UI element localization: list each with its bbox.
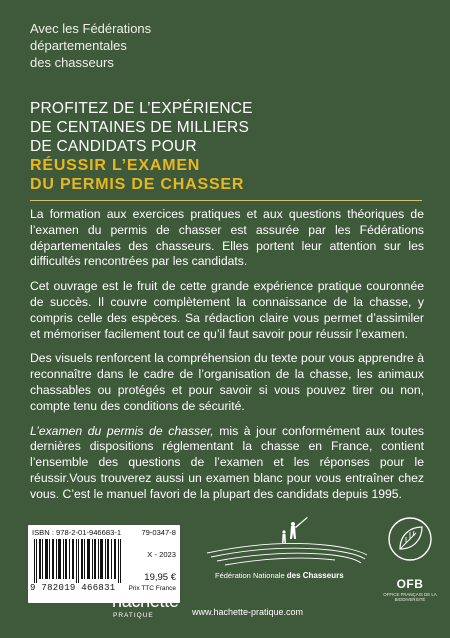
federations-intro bbox=[30, 20, 151, 71]
headline-line-3: DE CANDIDATS POUR bbox=[30, 138, 197, 155]
headline-line-2: DE CENTAINES DE MILLIERS bbox=[30, 119, 249, 136]
product-code: 79-0347-8 bbox=[141, 528, 176, 537]
federations-line-2: départementales bbox=[30, 38, 127, 53]
ofb-leaf-circle-icon bbox=[386, 515, 434, 575]
ofb-subtitle: OFFICE FRANÇAIS DE LA BIODIVERSITÉ bbox=[383, 592, 437, 602]
hunters-landscape-icon bbox=[205, 515, 370, 571]
federation-label-small: Fédération Nationale bbox=[215, 571, 285, 580]
headline-accent-line-1: RÉUSSIR L’EXAMEN bbox=[30, 157, 201, 174]
headline-line-1: PROFITEZ DE L’EXPÉRIENCE bbox=[30, 100, 253, 117]
edition-code: X - 2023 bbox=[147, 550, 176, 559]
publisher-logo: hachette bbox=[112, 591, 179, 611]
price: 19,95 € bbox=[144, 572, 176, 583]
isbn: ISBN : 978-2-01-946683-1 bbox=[32, 528, 122, 537]
ofb-name: OFB bbox=[396, 577, 424, 591]
paragraph-4-rest: mis à jour conformément aux toutes dernières dispositions réglementant la chasse en France, contient l’ensemble des questions de l’examen et les réponses pour le réussir.Vous trouverez aussi un examen blanc pour vous entraîner chez vous. C’est le manuel favori de la plupart des candidats depuis 1995. bbox=[30, 423, 424, 501]
headline-accent-line-2: DU PERMIS DE CHASSER bbox=[30, 176, 245, 193]
book-title-italic: L’examen du permis de chasser, bbox=[30, 423, 214, 438]
headline bbox=[30, 99, 430, 194]
price-note: Prix TTC France bbox=[128, 585, 176, 592]
website-url: www.hachette-pratique.com bbox=[192, 607, 304, 617]
federations-line-1: Avec les Fédérations bbox=[30, 21, 152, 36]
federations-line-3: des chasseurs bbox=[30, 55, 114, 70]
barcode-digits: 9 782019 466831 bbox=[30, 583, 116, 593]
paragraph-2: Cet ouvrage est le fruit de cette grande expérience pratique couronnée de succès. Il couvre complètement la connaissance de la chasse, y compris celle des espèces. Sa rédaction claire vous permet d’assimiler et mémoriser facilement tout ce qu’il faut savoir pour réussir l’examen. bbox=[30, 279, 424, 341]
federation-label bbox=[215, 571, 344, 580]
publisher-sub: PRATIQUE bbox=[113, 612, 154, 619]
paragraph-4 bbox=[30, 424, 424, 503]
body-text bbox=[30, 207, 424, 512]
barcode-icon bbox=[32, 539, 124, 583]
divider bbox=[30, 200, 422, 201]
federation-label-bold: des Chasseurs bbox=[286, 571, 344, 580]
paragraph-1: La formation aux exercices pratiques et aux questions théoriques de l’examen du permis de chasser est assurée par les Fédérations départementales des chasseurs. Elles portent leur attention sur les difficultés rencontrées par les candidats. bbox=[30, 207, 424, 269]
paragraph-3: Des visuels renforcent la compréhension du texte pour vous apprendre à reconnaître dans le cadre de l’organisation de la chasse, les animaux chassables ou protégés et pour savoir si vous pouvez tirer ou non, compte tenu des conditions de sécurité. bbox=[30, 351, 424, 413]
